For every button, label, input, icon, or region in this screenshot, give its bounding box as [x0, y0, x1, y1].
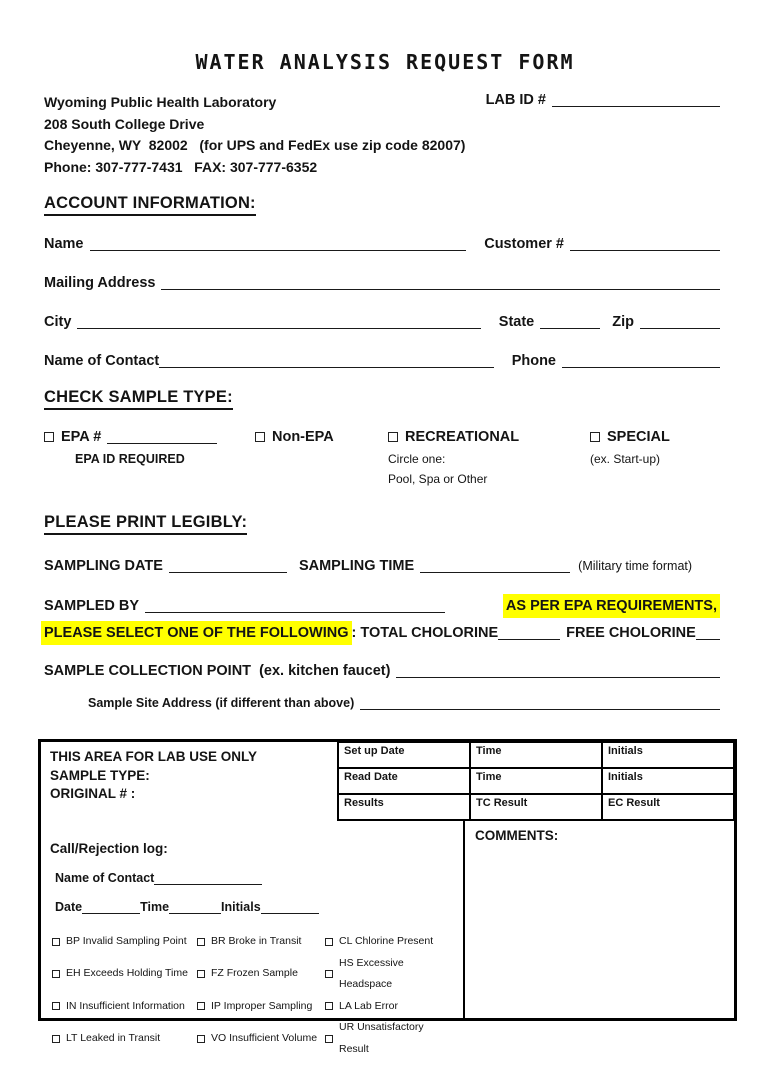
log-contact-label: Name of Contact	[55, 871, 155, 885]
epa-requirements-highlight: AS PER EPA REQUIREMENTS,	[503, 594, 720, 618]
list-item: EH Exceeds Holding Time	[52, 953, 197, 996]
account-section-heading: ACCOUNT INFORMATION:	[44, 194, 720, 216]
account-contact-row	[44, 350, 720, 372]
collection-point-row	[44, 660, 720, 682]
contact-name-field[interactable]	[159, 363, 493, 368]
sampling-date-field[interactable]	[169, 568, 287, 573]
sample-type-section-heading: CHECK SAMPLE TYPE:	[44, 388, 720, 410]
mailing-address-label: Mailing Address	[44, 275, 156, 291]
log-date-row	[55, 900, 455, 914]
recreational-note2: Pool, Spa or Other	[388, 472, 488, 486]
log-time-field[interactable]	[169, 909, 221, 914]
zip-label: Zip	[612, 314, 634, 330]
lab-name: Wyoming Public Health Laboratory	[44, 94, 277, 110]
setup-initials-cell[interactable]: Initials	[602, 742, 734, 768]
recreational-label: RECREATIONAL	[405, 429, 520, 445]
lab-address-block	[44, 92, 465, 178]
recreational-checkbox[interactable]	[388, 432, 398, 442]
code-br-checkbox[interactable]	[197, 938, 205, 946]
lab-street: 208 South College Drive	[44, 115, 205, 132]
lab-use-only-box	[38, 739, 737, 1055]
page-title: WATER ANALYSIS REQUEST FORM	[195, 50, 575, 74]
total-chlorine-field[interactable]	[498, 635, 560, 640]
name-label: Name	[44, 236, 84, 252]
lab-city: Cheyenne, WY 82002 (for UPS and FedEx use zip code 82007)	[44, 137, 466, 153]
free-chlorine-field[interactable]	[696, 635, 720, 640]
military-time-note: (Military time format)	[578, 559, 693, 573]
option-special	[590, 429, 726, 489]
form-header	[44, 92, 720, 178]
sampling-date-label: SAMPLING DATE	[44, 558, 163, 574]
lab-original-label: ORIGINAL # :	[50, 786, 136, 801]
non-epa-label: Non-EPA	[272, 429, 334, 445]
comments-box[interactable]	[463, 821, 735, 1019]
account-mailing-row	[44, 272, 720, 294]
read-date-cell[interactable]: Read Date	[338, 768, 470, 794]
print-section-heading: PLEASE PRINT LEGIBLY:	[44, 513, 720, 535]
special-checkbox[interactable]	[590, 432, 600, 442]
sampling-row	[44, 555, 720, 577]
log-contact-field[interactable]	[154, 880, 262, 885]
lab-use-title-block	[50, 748, 257, 804]
water-analysis-form	[0, 50, 770, 1074]
sampled-by-row	[44, 594, 720, 618]
lab-id-field[interactable]	[552, 102, 720, 107]
phone-label: Phone	[511, 353, 556, 369]
results-cell[interactable]: Results	[338, 794, 470, 820]
state-label: State	[498, 314, 535, 330]
city-label: City	[44, 314, 72, 330]
recreational-note1: Circle one:	[388, 452, 446, 466]
tc-result-cell[interactable]: TC Result	[470, 794, 602, 820]
city-field[interactable]	[77, 324, 480, 329]
sampled-by-field[interactable]	[145, 608, 445, 613]
code-cl-checkbox[interactable]	[325, 938, 333, 946]
select-one-highlight: PLEASE SELECT ONE OF THE FOLLOWING	[41, 621, 352, 645]
list-item: FZ Frozen Sample	[197, 953, 325, 996]
list-item: BP Invalid Sampling Point	[52, 931, 197, 953]
option-epa	[44, 429, 255, 489]
site-address-label: Sample Site Address (if different than above)	[88, 696, 355, 710]
call-log-heading: Call/Rejection log:	[50, 841, 168, 856]
list-item: LT Leaked in Transit	[52, 1017, 197, 1060]
log-date-label: Date	[55, 900, 83, 914]
code-la-checkbox[interactable]	[325, 1002, 333, 1010]
code-lt-checkbox[interactable]	[52, 1035, 60, 1043]
epa-note: EPA ID REQUIRED	[75, 452, 185, 466]
special-note: (ex. Start-up)	[590, 452, 661, 466]
comments-label: COMMENTS:	[475, 828, 559, 843]
site-address-row	[88, 692, 720, 714]
call-rejection-log	[50, 841, 455, 1060]
chlorine-select-row	[44, 621, 720, 645]
code-vo-checkbox[interactable]	[197, 1035, 205, 1043]
code-hs-checkbox[interactable]	[325, 970, 333, 978]
epa-label: EPA #	[61, 429, 102, 445]
code-fz-checkbox[interactable]	[197, 970, 205, 978]
lab-phone: Phone: 307-777-7431 FAX: 307-777-6352	[44, 158, 318, 175]
customer-number-label: Customer #	[484, 236, 564, 252]
table-row	[338, 768, 734, 794]
epa-number-field[interactable]	[107, 439, 217, 444]
code-ip-checkbox[interactable]	[197, 1002, 205, 1010]
account-name-row	[44, 233, 720, 255]
option-non-epa	[255, 429, 388, 489]
setup-date-cell[interactable]: Set up Date	[338, 742, 470, 768]
list-item: VO Insufficient Volume	[197, 1017, 325, 1060]
list-item: HS Excessive Headspace	[325, 953, 455, 996]
code-eh-checkbox[interactable]	[52, 970, 60, 978]
log-initials-label: Initials	[221, 900, 261, 914]
list-item: IP Improper Sampling	[197, 996, 325, 1018]
list-item: LA Lab Error	[325, 996, 455, 1018]
account-city-row	[44, 311, 720, 333]
customer-number-field[interactable]	[570, 246, 720, 251]
sampling-time-field[interactable]	[420, 568, 570, 573]
log-initials-field[interactable]	[261, 909, 319, 914]
epa-checkbox[interactable]	[44, 432, 54, 442]
log-date-field[interactable]	[82, 909, 140, 914]
name-field[interactable]	[90, 246, 467, 251]
sample-type-options	[44, 429, 726, 489]
sampling-time-label: SAMPLING TIME	[298, 558, 415, 574]
collection-point-label: SAMPLE COLLECTION POINT (ex. kitchen faucet)	[44, 663, 391, 679]
sampled-by-label: SAMPLED BY	[44, 598, 140, 614]
read-time-cell[interactable]: Time	[470, 768, 602, 794]
non-epa-checkbox[interactable]	[255, 432, 265, 442]
table-row	[338, 794, 734, 820]
list-item: UR Unsatisfactory Result	[325, 1017, 455, 1060]
collection-point-field[interactable]	[396, 673, 720, 678]
special-label: SPECIAL	[607, 429, 670, 445]
mailing-address-field[interactable]	[161, 285, 720, 290]
option-recreational	[388, 429, 590, 489]
list-item: IN Insufficient Information	[52, 996, 197, 1018]
setup-time-cell[interactable]: Time	[470, 742, 602, 768]
lab-id-label: LAB ID #	[485, 92, 546, 108]
free-chlorine-label: FREE CHOLORINE	[566, 625, 696, 641]
lab-use-title: THIS AREA FOR LAB USE ONLY	[50, 749, 258, 764]
code-bp-checkbox[interactable]	[52, 938, 60, 946]
table-row	[338, 742, 734, 768]
lab-sample-type-label: SAMPLE TYPE:	[50, 767, 150, 783]
lab-results-grid	[337, 741, 735, 821]
zip-field[interactable]	[640, 324, 720, 329]
list-item: CL Chlorine Present	[325, 931, 455, 953]
list-item: BR Broke in Transit	[197, 931, 325, 953]
log-contact-row	[55, 871, 455, 885]
ec-result-cell[interactable]: EC Result	[602, 794, 734, 820]
site-address-field[interactable]	[360, 705, 720, 710]
log-time-label: Time	[140, 900, 170, 914]
total-chlorine-label: : TOTAL CHOLORINE	[351, 625, 499, 641]
phone-field[interactable]	[562, 363, 720, 368]
state-field[interactable]	[540, 324, 600, 329]
contact-name-label: Name of Contact	[44, 353, 160, 369]
read-initials-cell[interactable]: Initials	[602, 768, 734, 794]
lab-id-row	[486, 92, 720, 178]
rejection-codes-grid	[52, 931, 455, 1060]
code-in-checkbox[interactable]	[52, 1002, 60, 1010]
code-ur-checkbox[interactable]	[325, 1035, 333, 1043]
